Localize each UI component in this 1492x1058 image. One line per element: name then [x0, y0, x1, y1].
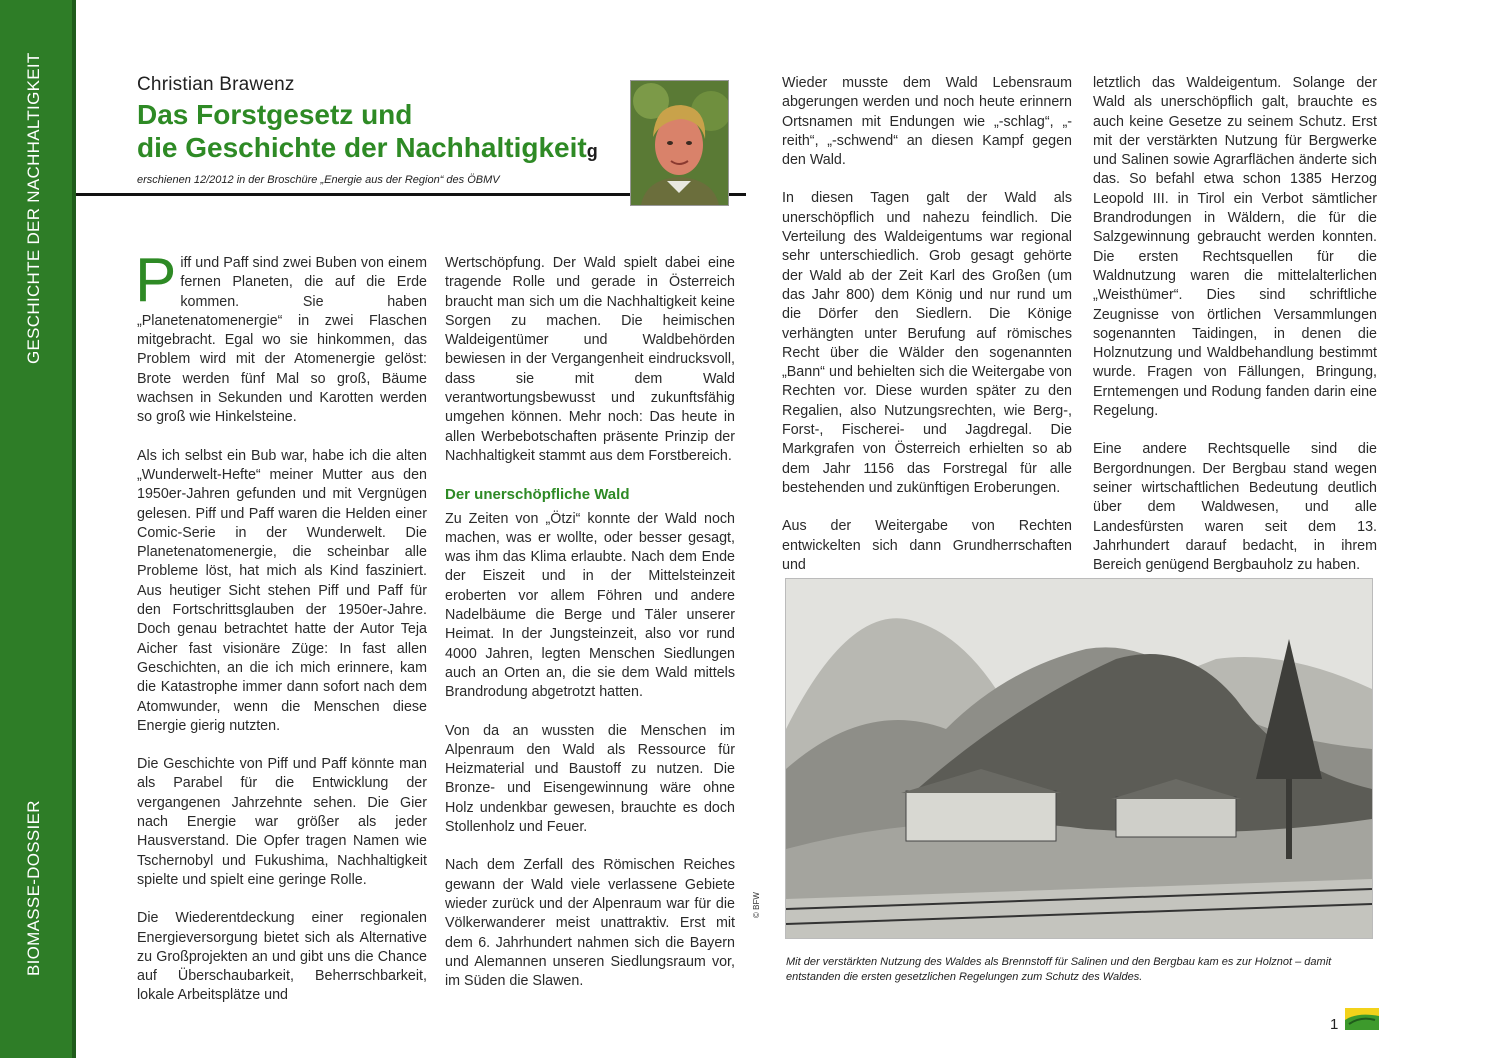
article-column-3: [782, 74, 1072, 594]
paragraph: Wieder musste dem Wald Lebensraum abgerungen werden und noch heute erinnern Ortsnamen mit Endungen wie „-schlag“, „-reith“, „-schwend“ an diesen Kampf gegen den Wald.: [782, 75, 1072, 169]
title-line-2-main: die Geschichte der Nachhaltigkeit: [137, 132, 587, 163]
article-column-1: [135, 246, 427, 1025]
title-line-1: Das Forstgesetz und: [137, 99, 413, 130]
article-column-4: [1093, 74, 1377, 594]
paragraph: Die Geschichte von Piff und Paff könnte man als Parabel für die Entwicklung der vergangenen Jahrzehnte sehen. Die Gier nach Energie war größer als jeder Hausverstand. Die Opfer tragen Namen wie Tschernobyl und Fukushima, Nachhaltigkeit spielte und spielt eine geringe Rolle.: [137, 756, 427, 888]
historic-landscape-illustration: [785, 578, 1373, 939]
paragraph: [135, 246, 427, 428]
article-title: [137, 98, 598, 168]
title-line-2-tail: g: [586, 141, 598, 161]
section-subheading: Der unerschöpfliche Wald: [445, 486, 630, 504]
drop-cap: P: [135, 246, 177, 315]
paragraph-text: iff und Paff sind zwei Buben von einem fernen Planeten, die auf die Erde kommen. Sie haben „Planetenatomenergie“ in zwei Flaschen mitgebracht. Egal wo sie hinkommen, das Problem wird mit der Atomenergie gelöst: Brote werden fünf Mal so groß, Bäume wachsen in Sekunden und Karotten werden so groß wie Hinkelsteine.: [137, 255, 427, 426]
figure-caption: Mit der verstärkten Nutzung des Waldes als Brennstoff für Salinen und den Bergbau kam es zur Holznot – damit entstanden die ersten gesetzlichen Regelungen zum Schutz des Waldes.: [786, 956, 1332, 983]
publication-note: erschienen 12/2012 in der Broschüre „Energie aus der Region“ des ÖBMV: [137, 174, 500, 186]
sidebar-label-top: GESCHICHTE DER NACHHALTIGKEIT: [24, 52, 43, 364]
paragraph: letztlich das Waldeigentum. Solange der Wald als unerschöpflich galt, brauchte es auch keine Gesetze zu seinem Schutz. Erst mit der verstärkten Nutzung für Bergwerke und Salinen sowie Agrarflächen änderte sich das. So befahl etwa schon 1385 Herzog Leopold III. in Tirol ein Verbot sämtlicher Brandrodungen in Wäldern, die für die Salzgewinnung gebraucht werden konnten. Die ersten Rechtsquellen für die Waldnutzung waren die mittelalterlichen „Weisthümer“. Dies sind schriftliche Zeugnisse von örtlichen Versammlungen sogenannten Taidingen, in denen die Holznutzung und Waldbehandlung bestimmt wurde. Fragen von Fällungen, Bringung, Erntemengen und Rodung fanden darin eine Regelung.: [1093, 75, 1377, 420]
publisher-logo: [1345, 1008, 1379, 1030]
author-name: Christian Brawenz: [137, 74, 295, 95]
author-photo-graphic: [631, 81, 728, 205]
image-credit: © BFW: [752, 892, 761, 918]
page-number: 1: [1330, 1016, 1339, 1033]
paragraph: Eine andere Rechtsquelle sind die Bergordnungen. Der Bergbau stand wegen seiner wirtschaftlichen Bedeutung deutlich über dem Waldwesen, und alle Landesfürsten waren seit dem 13. Jahrhundert darauf bedacht, in ihrem Bereich genügend Bergbauholz zu haben.: [1093, 441, 1377, 574]
paragraph: Von da an wussten die Menschen im Alpenraum den Wald als Ressource für Heizmaterial und Baustoff zu nutzen. Die Bronze- und Eisengewinnung wäre ohne Holz undenkbar gewesen, brauchte es doch Stollenholz und Feuer.: [445, 722, 735, 836]
paragraph: Nach dem Zerfall des Römischen Reiches gewann der Wald viele verlassene Gebiete wieder zurück und der Alpenraum war für die Völkerwanderer meist unattraktiv. Erst mit dem 6. Jahrhundert nahmen sich die Bayern und Alemannen unseren Siedlungsraum vor, im Süden die Slawen.: [445, 857, 735, 990]
paragraph: In diesen Tagen galt der Wald als unerschöpflich und nahezu feindlich. Die Verteilung des Waldeigentums war regional sehr unterschiedlich. Grob gesagt gehörte der Wald ab der Zeit Karl des Großen (um das Jahr 800) dem König und nur rund um die Dörfer den Siedlern. Die Könige verhängten unter Berufung auf römisches Recht über die Wälder den sogenannten „Bann“ und behielten sich die Weitergabe von Rechten vor. Diese wurden später zu den Regalien, also Nutzungsrechten, wie Berg-, Forst-, Fischerei- und Jagdregal. Die Markgrafen von Österreich erhielten so ab dem Jahr 1156 das Forstregal für alle bestehenden und zukünftigen Eroberungen.: [782, 190, 1072, 496]
author-photo: [630, 80, 729, 206]
sidebar-label-bottom: BIOMASSE-DOSSIER: [24, 800, 43, 976]
paragraph: Aus der Weitergabe von Rechten entwickelten sich dann Grundherrschaften und: [782, 518, 1072, 573]
logo-icon: [1345, 1008, 1379, 1030]
paragraph: Zu Zeiten von „Ötzi“ konnte der Wald noch machen, was er wollte, oder besser gesagt, was ihm das Klima erlaubte. Nach dem Ende der Eiszeit und in der Mittelsteinzeit eroberten vor allem Föhren und andere Nadelbäume die Berge und Täler unserer Heimat. In der Jungsteinzeit, also vor rund 4000 Jahren, legten Menschen Siedlungen auch an Orten an, die sie dem Wald mittels Brandrodung abgetrotzt hatten.: [445, 510, 735, 701]
paragraph: Wertschöpfung. Der Wald spielt dabei eine tragende Rolle und gerade in Österreich braucht man sich um die Nachhaltigkeit keine Sorgen zu machen. Die heimischen Waldeigentümer und Waldbehörden bewiesen in der Vergangenheit eindrucksvoll, dass sie mit dem Wald verantwortungsbewusst und zukunftsfähig umgehen können. Mehr noch: Das heute in allen Werbebotschaften präsente Prinzip der Nachhaltigkeit stammt aus dem Forstbereich.: [445, 255, 735, 464]
landscape-engraving: [786, 579, 1372, 938]
sidebar-edge: [72, 0, 76, 1058]
title-line-2: [137, 131, 598, 168]
paragraph: Die Wiederentdeckung einer regionalen Energieversorgung bietet sich als Alternative zu Großprojekten an und gibt uns die Chance auf Überschaubarkeit, Beherrschbarkeit, lokale Arbeitsplätze und: [137, 910, 427, 1004]
paragraph: Als ich selbst ein Bub war, habe ich die alten „Wunderwelt-Hefte“ meiner Mutter aus den 1950er-Jahren gefunden und mit Vergnügen gelesen. Piff und Paff waren die Helden einer Comic-Serie in der Wunderwelt. Die Planetenatomenergie, die scheinbar alle Probleme löst, hat mich als Kind fasziniert. Aus heutiger Sicht stehen Piff und Paff für den Fortschrittsglauben der 1950er-Jahre. Doch genau betrachtet hatte der Autor Teja Aicher fast visionäre Züge: In fast allen Geschichten, an die ich mich erinnere, kam die Katastrophe immer dann sofort nach dem Atomwunder, wenn die Menschen diese Energie gierig nutzten.: [137, 447, 427, 734]
article-column-2: [445, 254, 735, 1010]
